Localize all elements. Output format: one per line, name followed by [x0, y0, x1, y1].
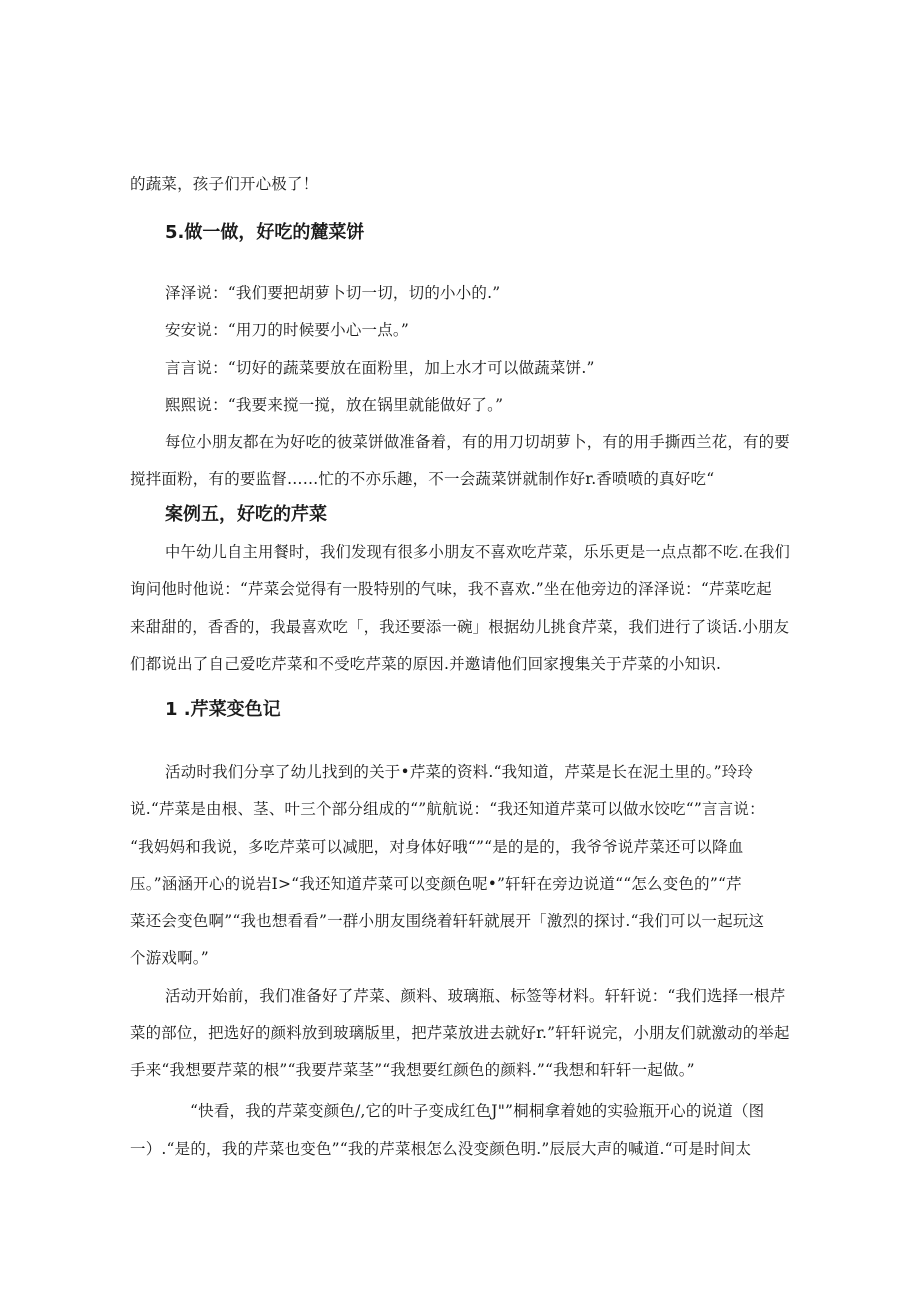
dialogue-line: 泽泽说：“我们要把胡萝卜切一切，切的小小的.” [165, 284, 501, 302]
paragraph-line: 菜的部位，把选好的颜料放到玻璃版里，把芹菜放进去就好r.”轩轩说完，小朋友们就激动的举起 [130, 1024, 790, 1042]
paragraph-line: 活动开始前，我们准备好了芹菜、颜料、玻璃瓶、标签等材料。轩轩说：“我们选择一根芹 [165, 987, 786, 1005]
paragraph-line: 们都说出了自己爱吃芹菜和不受吃芹菜的原因.并邀请他们回家搜集关于芹菜的小知识. [130, 655, 722, 673]
paragraph-line: 一）.“是的，我的芹菜也变色”“我的芹菜根怎么没变颜色明.”辰辰大声的喊道.“可是时间太 [130, 1140, 752, 1158]
dialogue-line: 熙熙说：“我要来搅一搅，放在锅里就能做好了。” [165, 396, 504, 414]
paragraph-line: 搅拌面粉，有的要监督……忙的不亦乐趣，不一会蔬菜饼就制作好r.香喷喷的真好吃“ [130, 470, 715, 488]
paragraph-line: “快看，我的芹菜变颜色/,它的叶子变成红色J"”桐桐拿着她的实验瓶开心的说道（图 [190, 1102, 765, 1120]
case-heading: 案例五，好吃的芹菜 [165, 504, 327, 525]
paragraph-line: 菜还会变色啊”“我也想看看”一群小朋友围绕着轩轩就展开「激烈的探讨.“我们可以一起玩这 [130, 912, 765, 930]
paragraph-line: 活动时我们分享了幼儿找到的关于•芹菜的资料.“我知道，芹菜是长在泥土里的。”玲玲 [165, 763, 754, 781]
paragraph-line: 每位小朋友都在为好吃的彼菜饼做准备着，有的用刀切胡萝卜，有的用手撕西兰花，有的要 [165, 433, 790, 451]
paragraph-line: 说.“芹菜是由根、茎、叶三个部分组成的“”航航说：“我还知道芹菜可以做水饺吃“”言言说： [130, 800, 765, 818]
paragraph-line: 个游戏啊。” [130, 949, 209, 967]
paragraph-line: 中午幼儿自主用餐时，我们发现有很多小朋友不喜欢吃芹菜，乐乐更是一点点都不吃.在我们 [165, 543, 790, 561]
paragraph-line: 压。”涵涵开心的说岩I>“我还知道芹菜可以变颜色呢•”轩轩在旁边说道““怎么变色的”“芹 [130, 875, 742, 893]
paragraph-line: 询问他时他说：“芹菜会觉得有一股特别的气味，我不喜欢.”坐在他旁边的泽泽说：“芹菜吃起 [130, 580, 772, 598]
dialogue-line: 言言说：“切好的蔬菜要放在面粉里，加上水才可以做蔬菜饼.” [165, 359, 595, 377]
paragraph-line: 的蔬菜，孩子们开心极了！ [130, 175, 319, 193]
section-heading: 5.做一做，好吃的麓菜饼 [165, 222, 365, 243]
paragraph-line: 手来“我想要芹菜的根”“我要芹菜茎”“我想要红颜色的颜料.”“我想和轩轩一起做。” [130, 1061, 695, 1079]
section-heading: 1 .芹菜变色记 [165, 699, 281, 720]
paragraph-line: “我妈妈和我说，多吃芹菜可以减肥，对身体好哦“”“是的是的，我爷爷说芹菜还可以降血 [130, 838, 744, 856]
paragraph-line: 来甜甜的，香香的，我最喜欢吃「，我还要添一碗」根据幼儿挑食芹菜，我们进行了谈话.小朋友 [130, 618, 790, 636]
dialogue-line: 安安说：“用刀的时候要小心一点。” [165, 321, 409, 339]
